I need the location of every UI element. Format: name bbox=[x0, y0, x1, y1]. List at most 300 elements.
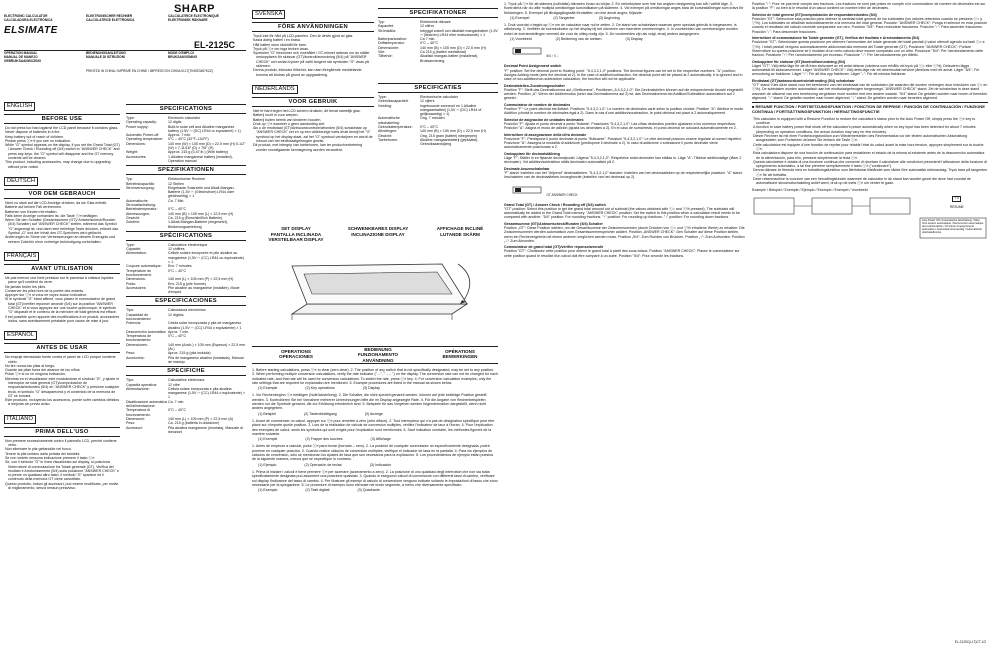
decimal-title-es: Selector de asignación de unidades decimales bbox=[504, 117, 584, 122]
ops-label: (1) Beispiel bbox=[258, 411, 276, 416]
gt-text-en: "GT" position: Select this position to get the grand total amount out of subtotal (the values obtained with ⓒ= and ⓒ% pressed). The subtotals will automatically be added to the Grand Total memory. "ANSWER CHECK" position: Set the switch to this position when a calculation result needs to be compared with another. "5/4" position: For rounding fractions. "↑" position: For rounding up fractions. "↓" position: For rounding down fractions. bbox=[504, 206, 740, 220]
section-head-specifications-sv: SPECIFIKATIONER bbox=[378, 8, 498, 18]
spec-row bbox=[126, 313, 246, 322]
list-item: Keep battery out of reach of children. bbox=[5, 134, 64, 139]
list-item: Il est possible qu'en apporte des modifications à ce produit, accessoires inclus, sans avertissement préalable pour cause de mise à jour. bbox=[5, 314, 120, 323]
model-logo: ELSIMATE bbox=[4, 25, 58, 36]
ops-head-3: OPÉRATIONS BEWERKINGEN bbox=[442, 349, 478, 360]
spec-key: Potencia: bbox=[126, 321, 141, 326]
ops-text-es: 1. Antes de empezar a calcular, pulse ⓒ≡ para borrar (borrado – cero). 2. La posición de cualquier conmutador no específicamente designada, podrá ponerse en cualquier posición. 3. Cuando realice cálculos de conversión múltiples, verifique el indicador de tasa en la pantalla. 4. Para los ejemplos de cálculos de conversión, sólo se mencionan los ajustes de tasa que son necesarios para la explicación. 5. Los procedimientos de ejemplo están puestos de la siguiente manera, menos que se especifique lo contrario. bbox=[252, 444, 494, 462]
spec-value: Calculatrice électronique bbox=[168, 242, 208, 247]
list-item: Mientras en el visualizador esté mostrándose el símbolo "G", y ajuste el interruptor de total general (GT)/comprobación de respuesta/redondeo (5/4) en "ANSWER CHECK" y presione cualquier tecla, el símbolo "G" desaparecerá y el contenido de la memoria de GT se borrará. bbox=[5, 376, 120, 398]
spec-row bbox=[126, 408, 246, 417]
gt-title-en: Grand Total (GT) / Answer Check / Rounding off (5/4) switch bbox=[504, 202, 606, 207]
spec-value: 0°C – 40°C bbox=[168, 334, 187, 339]
ops-labels-en bbox=[252, 386, 498, 390]
spec-value: 0°C – 40°C (32°F–104°F) bbox=[168, 137, 209, 142]
section-head-specifications-es: ESPECIFICACIONES bbox=[126, 296, 246, 306]
spec-key: Dimensiones: bbox=[126, 342, 148, 347]
footer-code: EL-2125C(LLT)CT-1/2 bbox=[954, 640, 986, 645]
spec-key: Gewicht: bbox=[378, 133, 392, 138]
spec-key: Operating temperature: bbox=[126, 137, 164, 142]
ops-labels-it bbox=[252, 488, 498, 492]
spec-key: Peso: bbox=[126, 421, 136, 426]
spec-key: Gewicht: bbox=[126, 215, 140, 220]
spec-key: Dimensioni: bbox=[126, 416, 145, 421]
spec-row bbox=[126, 269, 246, 278]
position-lines: Position "↑": Pour ne pas tenir compte des fractions. Les fractions ne sont pas prises en compte si le commutateur de nombre de décimales est sur la position "F"; ou bien si le résultat d'un calcul contient un nombre infini de décimales. bbox=[752, 2, 986, 11]
spec-key: Toebehoren: bbox=[378, 137, 398, 142]
list-item: Pulse ⓒ≡ si no ve ninguna indicación. bbox=[5, 372, 66, 377]
spec-value: Eingebaute Solarzelle und Alkali-Mangan-Batterie (1,5V ⎓ (Gleichstrom) LR44 oder gleichwertig) × 1 bbox=[168, 185, 235, 199]
ops-label: (3) Display bbox=[362, 386, 380, 391]
list-item: Conserver les piles hors de la portée des enfants. bbox=[5, 288, 85, 293]
ops-label: (2) Operación de teclas bbox=[304, 462, 342, 467]
spec-value: 140 mm (B) × 105 mm (D) × 22,5 mm (H) bbox=[420, 129, 486, 134]
list-item: Kasta aldrig batteri i en brasa. bbox=[253, 38, 301, 43]
spec-value: Ca 215 g (batteri medräknat) bbox=[420, 50, 466, 55]
gt-text-it: Posizione "GT": Selezionare questa posizione per ottenere l'ammontare del totale generale dei totali parziali (i valori ottenuti agendo sui tasti ⓒ= e ⓒ%). I totali parziali vengono automaticamente addizionati alla memoria del Totale generale (GT). Posizione "ANSWER CHECK": Portare l'interruttore su questa posizione se il risultato di un certo calcolo deve essere comparato con un altro. Posizione "5/4": Per l'arrotondamento delle frazioni. Posizione "↑": Per l'arrotondamento per eccesso. Posizione "↓": Per l'arrotondamento per difetto. bbox=[752, 40, 985, 58]
spec-value: Ingebouwde zonnecel en 1 Alkaline mangaanbatterij (1,5V ⎓ (DC) LR44 of gelijkwaardig) × 1) bbox=[420, 103, 482, 117]
section-head-before-use-de: VOR DEM GEBRAUCH bbox=[4, 189, 120, 199]
spec-key: Capacité: bbox=[126, 247, 142, 252]
spec-key: Automatische uitschakeling: bbox=[378, 116, 400, 125]
list-item: Esta calculadora dispone de una función de continuación para restablecer el estado de la misma al existente antes de la desconexión automática de la alimentación, para ello, presione simplemente la tecla ⓒ≡. bbox=[753, 151, 985, 160]
list-item: Niet te hard tegen het LCD scherm drukken, dit bevat namelijk glas. bbox=[253, 108, 361, 113]
list-item: Symbolen "G" försvinner och innehållet i GT-minnet raderas om du ställer omkopplaren för slutsvar (GT)/kontroll/avrundning (5/4) på "ANSWER CHECK" och sedan trycker på valfri tangent när symbolen "G" visas på skärmen. bbox=[253, 51, 370, 69]
spec-value: Calcolatrice elettronica bbox=[168, 378, 205, 383]
lang-tag-espanol: ESPAÑOL bbox=[4, 331, 37, 340]
decimal-title-fr: Commutateur de nombre de décimales bbox=[504, 102, 571, 107]
spec-key: Peso: bbox=[126, 351, 136, 356]
spec-key: Strömkälla: bbox=[378, 28, 396, 33]
printed-in: PRINTED IN CHINA / IMPRIMÉ EN CHINE / IMPRESO EN CHINA 01LT(TINSE0487KZZ) bbox=[86, 69, 213, 73]
decimal-text-fr: Position "F": Le point décimal est flottant. Positions "5,4,3,2,1,0": Le nombre de décimales varie selon la position choisie. Position "A": Attribue le mode Addition (choisit le nombre de décimales égal à 2). Dans le cas d'une addition/soustraction, le point décimal est placé à 2 automatiquement. bbox=[504, 107, 744, 116]
list-nederlands bbox=[252, 109, 374, 152]
switch-label: 5/4 ↑ 0 ↓ bbox=[546, 54, 559, 59]
column-decimal-gt bbox=[504, 2, 746, 647]
column-resume bbox=[752, 2, 988, 647]
title-col1: ELECTRONIC CALCULATOR CALCULADORA ELECTRÓNICA bbox=[4, 14, 53, 22]
ops-label: (2) Tasti digitati bbox=[305, 488, 330, 493]
spec-value: Ca. 7 min. bbox=[168, 399, 185, 404]
manual-col3: MODE D'EMPLOI BRUKSANVISNING bbox=[168, 51, 198, 59]
spec-row bbox=[126, 186, 246, 199]
decimal-title-nl: Decimale-keuzeschakelaar bbox=[504, 166, 550, 171]
spec-key: Gebruikstemperatuur: bbox=[378, 125, 413, 130]
spec-value: Env. 215 g (pile fournie) bbox=[168, 281, 206, 286]
decimal-title-de: Dezimalstellen-Zuordnungsschalter bbox=[504, 83, 565, 88]
list-item: Do not press too hard against the LCD panel because it contains glass. bbox=[5, 126, 119, 130]
spec-key: Coupure automatique: bbox=[126, 264, 162, 269]
spec-value: 12 chiffres bbox=[168, 247, 185, 252]
auto-power-off-label: Auto Power Off / Automatische Abschaltung / Mise hors tension automatique / Déconnexion automatique de la alimentación / Funzione di spegnimento automatico / Automatisk strömavslag / Automatische uitschakelfunctie bbox=[922, 218, 984, 235]
decimal-text-en: "F" position: Set the decimal point to 'floating point'. "5,4,3,2,1,0" positions: The decimal figures can be set to the respective numbers. "A" position: Assigns Adding mode (sets the decimal at 2). In the case of addition/subtraction, the decimal point will be placed at 2 automatically. It is ignored and in case of non-addition/non-subtraction calculation, the function will not be applicable. bbox=[504, 68, 743, 82]
ops-label: (1) Example bbox=[258, 386, 278, 391]
section-head-before-use-es: ANTES DE USAR bbox=[4, 343, 120, 353]
operations-text bbox=[252, 368, 498, 495]
resume-list bbox=[752, 117, 988, 186]
spec-key: Automatische Stromabschaltung: bbox=[126, 198, 156, 208]
spec-value: Pile alcaline au manganèse (installée), Mode d'emploi bbox=[168, 285, 240, 295]
list-svenska bbox=[252, 34, 374, 77]
ops-head-2: BEDIENUNG FUNZIONAMENTO ANVÄNDNING bbox=[357, 347, 399, 363]
spec-table-fr bbox=[126, 243, 246, 295]
gt-text-de: Position „GT": Diese Position wählen, um die Gesamtsumme der Zwischensummen (durch Drücken von ⓒ= und ⓒ% erhaltene Werte) zu erhalten. Die Zwischensummen werden automatisch zum Gesamtsummenspeicher addiert. Position „ANSWER CHECK": Den Schalter auf diese Position stellen, wenn ein Rechenergebnis mit einem anderen verglichen werden muss. Position „5/4": Zum Runden von Brüchen. Position „↑": Zum Aufrunden. Position „↓": Zum Abrunden. bbox=[504, 225, 745, 243]
spec-key: Operating capacity: bbox=[126, 120, 157, 125]
spec-value: Aprox. 7 min. bbox=[168, 329, 190, 334]
list-item: Ne pas exercer une forte pression sur le panneau à cristaux liquides parce qu'il contient du verre. bbox=[5, 275, 114, 285]
list-italiano bbox=[4, 439, 120, 491]
spec-value: 12 Stellen bbox=[168, 181, 184, 186]
spec-value: 0°C – 40°C bbox=[168, 408, 187, 413]
spec-row bbox=[378, 116, 498, 125]
title-col2: ELEKTRONISCHER RECHNER CALCOLATRICE ELETTRONICA bbox=[86, 14, 135, 22]
spec-key: Abmessungen: bbox=[126, 211, 150, 216]
spec-value: Electronic calculator bbox=[168, 116, 201, 120]
spec-value: 0°C – 40°C bbox=[420, 125, 439, 130]
selector-gt-text-es: Posición "GT": Seleccione esta posición para obtener la cantidad total general de los subtotales (los valores obtenidos cuando se presiona ⓒ= y ⓒ%). Los subtotales se añadirán automáticamente a la memoria del total general. Posición "ANSWER CHECK": Ponga el selector en esta posición cuando el resultado del cálculo necesite compararse con otro. Posición "5/4": Para redondear fracciones. Posición "↑": Para ascender fracciones. Posición "↓": Para descender fracciones. bbox=[752, 16, 988, 34]
list-item: Dieser Rechner ist mit einer Fortsetzungsfunktion zum Wiederherstellen des Rechnerstatus vor der letzten automatischen Abschaltung ausgestattet; zum Fortsetzen drücken Sie einfach die Taste ⓒ≡. bbox=[753, 134, 968, 143]
spec-value: Calculadora electrónica bbox=[168, 308, 206, 313]
decimal-text-it: Posizione "F": Predispone il punto decimale al punto "fluttuante". Posizioni "5,4,3,2,1,0": Le cifre decimali possono essere regolate ai numeri rispettivi. Posizione "A": Assegna la modalità di addizione (predispone il decimale a 2). In caso di addizione o sottrazione il punto decimale viene automaticamente posizionato a 2. bbox=[504, 136, 742, 150]
ops-label: (3) Display bbox=[625, 37, 643, 42]
tilt-display-diagram bbox=[252, 222, 498, 338]
spec-key: Driftstemperatur: bbox=[378, 41, 405, 46]
list-item: Tenere la pila lontano dalla portata dei bambini. bbox=[5, 451, 81, 456]
spec-value: Ong. 215 gram (batterij inbegrepen) bbox=[420, 133, 478, 138]
spec-key: Tipo: bbox=[126, 378, 134, 383]
spec-value: Ca. 7 Min. bbox=[168, 198, 185, 203]
list-item: Cette calculatrice est équipée d'une fonction de reprise pour rétablir l'état du calcul avant la mise hors tension, appuyez simplement sur la touche ⓒ≡. bbox=[753, 142, 984, 151]
list-item: Håll batteri utom räckhåll för barn. bbox=[253, 42, 307, 47]
spec-key: Disattivazione automatica dell'alimentazione: bbox=[126, 399, 167, 409]
spec-key: Type: bbox=[378, 94, 387, 99]
list-item: Se, con il simbolo "G" in linea visualizzato sul display, si posiziona l'interruttore di commutazione fra Totale generale (GT), Verifica del risultato e Arrotondamento (5/4) sulla posizione "ANSWER CHECK" e si preme un qualsiasi altro tasto, il simbolo "G" sparisce ed il contenuto della memoria GT viene cancellato. bbox=[5, 460, 120, 482]
spec-table-nl bbox=[378, 95, 498, 147]
ops-label: (2) Frappe des touches bbox=[305, 437, 343, 442]
list-item: This product, including accessories, may change due to upgrading without prior notice. bbox=[5, 160, 111, 169]
list-item: While "G" symbol appears on the display, if you set the Grand Total (GT) / Answer Check / Rounding off (5/4) switch to "ANSWER CHECK" and press any keys, the "G" symbol will disappear and the GT memory contents will be cleared. bbox=[5, 143, 120, 161]
example-line: Example / Beispiel / Exemple / Ejemplo / Esempio / Exempel / Voorbeeld bbox=[752, 187, 868, 192]
spec-value: Approx. 7 min. bbox=[168, 133, 192, 138]
ops-labels-de bbox=[252, 412, 498, 416]
spec-value: Pila de manganeso alcalino (instalada), Manual de manejo bbox=[168, 355, 244, 364]
spec-value: Env. 7 minutes bbox=[168, 264, 192, 269]
spec-row bbox=[126, 220, 246, 229]
list-item: Batterij nooit in vuur werpen. bbox=[253, 113, 299, 118]
ops-text-en: 1. Before starting calculations, press ⓒ≡ to clear (zero clear). 2. The position of any switch that is not specifically designated, may be set to any position. 3. When performing multiple conversion calculations, verify the rate indicator ("→", "→←") on the display. The conversion rate can not be changed for each indicated rate, and that rate will be used for conversion calculations. To switch the rate, press ⓒ≡ key. 4. For conversion calculation examples, only the rate settings that are required for explanation are mentioned. 5. Example procedures are listed in the manual as shown below. bbox=[252, 368, 498, 385]
spec-key: Stromversorgung: bbox=[126, 185, 155, 190]
spec-key: Capacità operativa: bbox=[126, 382, 157, 387]
spec-row bbox=[378, 104, 498, 117]
spec-value: Inbyggd solcell och alkaliskt manganbatteri (1,5V ⎓ (likström) LR44 eller motsvarande) × 1 bbox=[420, 28, 498, 37]
list-item: Guarde las pilas fuera del alcance de los niños. bbox=[5, 368, 81, 373]
instructions-sv: 1. Tryck på ⓒ≡ för att stämma (nollställa) räknaren innan du börjar. 2. En strömbrytare som inte har angiven designering kan stå i valfritt läge. 3. Kontrollera när du utför multipla omräkningar kursindikatorn på skärmen. 4. Vid exempel på omräkningar anges bara de kursinställningar som krävs för förklaringen. 5. Exempel på tillvägagångssätt förutsätter, om inte annat anges, följande: bbox=[504, 2, 744, 15]
spec-value: Cellule solaire incorporée et pile alcaline au manganèse (1,5V ⎓ (CC) LR44 ou équivalente) × 1 bbox=[168, 251, 244, 265]
list-item: Druk op ⓒ≡ wanneer u geen aanduiding ziet. bbox=[253, 121, 326, 126]
spec-key: Tipo: bbox=[126, 308, 134, 313]
spec-value: 12 siffror bbox=[420, 24, 434, 29]
spec-value: 0°C – 40°C bbox=[168, 268, 187, 273]
resume-title: ■ RESUME FUNCTION / FORTSETZUNGSFUNKTION / FONCTION DE REPRISE / FUNCIÓN DE CONTINUACIÓN / FUNZIONE CONTINUA / FORTSÄTTNINGSFUNKTION / HERVATTINGSFUNCTIE bbox=[752, 104, 985, 115]
spec-value: Ong. 7 minuten bbox=[420, 116, 445, 121]
brand-logo: SHARP bbox=[174, 3, 216, 15]
list-item: Wenn Sie den Schalter (Gesamtsumme (GT)/ Antwortscheck/Runden (5/4) Schalter) auf "ANSWER CHECK" stellen, während das Symbol "G" angezeigt ist, und dann eine beliebige Taste drücken, erlischt das Symbol „G" und der Inhalt des GT-Speichers wird gelöscht. bbox=[5, 218, 119, 236]
spec-key: Accessoires: bbox=[126, 285, 147, 290]
spec-row bbox=[378, 29, 498, 38]
ops-label: (3) Affichage bbox=[370, 437, 391, 442]
ops-label: (1) Exemple bbox=[258, 437, 278, 442]
list-item: Non premere eccessivamente contro il pannello LCD, perché contiene vetro. bbox=[5, 438, 117, 448]
gt-text-nl: "GT" stand: Kies deze stand voor het berekenen van het eindtotaal van de subtotalen (de waarden die worden verkregen door indrukken van ⓒ= en ⓒ%). De subtotalen worden automatisch aan het eindtotaalgeheugen toegevoegd. "ANSWER CHECK" stand: Zet de schakelaar in deze stand wanneer de uitkomst van een berekening vergeleken moet worden met een andere waarde. "5/4" stand: De getallen worden naar boven of beneden afgerond. "↑" stand: De getallen worden naar boven afgerond. "↓" stand: De getallen worden naar beneden afgerond. bbox=[752, 83, 988, 100]
list-item: Questa calcolatrice è dotata di una funzione continua che consente di riportare il calcolatore alle condizioni precedenti l'attivazione della funzione di spegnimento automatico, a tal fine premere semplicemente il tasto ⓒ≡ ("continuare"). bbox=[753, 159, 988, 169]
ops-label: (2) Bediening van de toetsen bbox=[555, 37, 602, 42]
spec-key: Power supply: bbox=[126, 124, 149, 129]
list-item: No empuje demasiado fuerte contra el panel de LCD porque contiene vidrio. bbox=[5, 355, 116, 364]
gt-title-nl: Eindtotaal (GT)/antwoordcontrole/afronding (5/4) schakelaar bbox=[752, 78, 855, 83]
section-head-before-use-fr: AVANT UTILISATION bbox=[4, 264, 120, 274]
spec-key: Dimensioner: bbox=[378, 45, 400, 50]
lang-tag-italiano: ITALIANO bbox=[4, 415, 36, 424]
lang-tag-nederlands: NEDERLANDS bbox=[252, 85, 298, 94]
spec-key: Dimensions: bbox=[126, 277, 146, 282]
list-item: No tire nunca las pilas al fuego. bbox=[5, 363, 56, 368]
spec-key: Temperatura di funzionamento: bbox=[126, 408, 151, 417]
list-deutsch bbox=[4, 201, 120, 244]
gt-title-it: Interruttore di commutazione fra Totale generale (GT), Verifica del risultato e Arrotondamento (5/4) bbox=[752, 36, 920, 41]
column-swedish-dutch-operations bbox=[252, 2, 498, 647]
spec-row bbox=[126, 251, 246, 264]
title-col3: CALCULATRICE ÉLECTRONIQUE ELEKTRONISK RÄKNARE bbox=[168, 14, 219, 22]
spec-key: Capacidad de funcionamiento: bbox=[126, 312, 152, 321]
list-item: Si le symbole "G" étant affiché, vous placez le commutateur de grand total (GT)/vérifier réponse/ arrondir (5/4) sur la position "ANSWER CHECK" et si vous appuyez sur une touche quelconque, le symbole "G" disparaît et le contenu de la mémoire de total général est effacé. bbox=[5, 297, 117, 315]
spec-value: 1 Alkali-Mangan-Batterie (eingesetzt), Bedienungsanleitung bbox=[168, 220, 228, 229]
spec-key: Alimentation: bbox=[126, 251, 147, 256]
ops-label: (3) Indicación bbox=[369, 462, 392, 467]
section-head-specifications-fr: SPÉCIFICATIONS bbox=[126, 231, 246, 241]
section-head-before-use-it: PRIMA DELL'USO bbox=[4, 427, 120, 437]
spec-value: Ca 7 min. bbox=[420, 37, 436, 42]
spec-value: Approx. 215 g (0.47 lb.) (With battery) bbox=[168, 150, 229, 155]
spec-key: Accesorios: bbox=[126, 355, 145, 360]
spec-key: Voeding: bbox=[378, 103, 392, 108]
list-item: Never dispose of batteries in a fire. bbox=[5, 130, 61, 135]
spec-key: Betriebstemperatur: bbox=[126, 207, 158, 212]
spec-value: Elektronischer Rechner bbox=[168, 177, 206, 182]
spec-key: Vikt: bbox=[378, 50, 385, 55]
section-head-specifications-it: SPECIFICHE bbox=[126, 366, 246, 376]
spec-value: 140 mm (B) × 105 mm (L) × 22,5 mm (H) bbox=[168, 211, 234, 216]
spec-value: Electronische calculator bbox=[420, 94, 458, 99]
spec-key: Typ: bbox=[126, 177, 133, 182]
spec-value: 140 mm (B) × 105 mm (D) × 22,5 mm (H) bbox=[420, 45, 486, 50]
spec-value: Built-in solar cell and Alkaline manganese battery (1.5V ⎓ (DC) LR44 or equivalent) × 1) bbox=[168, 124, 241, 133]
spec-key: Type: bbox=[126, 116, 135, 120]
spec-value: Célula solar incorporada y pila de manganeso alcalino (1,5V ⎓ (CC) LR44 o equivalente) × 1 bbox=[168, 321, 242, 330]
ops-label: (2) Key operations bbox=[305, 386, 335, 391]
list-item: Se non vedete nessuna indicazione premere il tasto ⓒ≡. bbox=[5, 455, 96, 460]
spec-key: Automatic Power-off: bbox=[126, 133, 160, 138]
spec-key: Batteriparkulation: bbox=[378, 37, 407, 42]
spec-value: Cellula solare incorporata e pila alcalina manganese (1,5V ⎓ (CC) LR44 o equivalente) × 1 bbox=[168, 386, 246, 400]
list-item: Denna produkt, inklusive tillbehör, kan utan föregående meddelande komma att ändras på grund av uppgradering. bbox=[253, 68, 362, 77]
column-before-use bbox=[4, 94, 120, 646]
operations-header bbox=[252, 346, 498, 364]
list-item: Falls keine Anzeige vorhanden ist, die Taste ⓒ≡ betätigen. bbox=[5, 213, 99, 218]
slide-switch-icon bbox=[512, 184, 542, 196]
spec-value: Ca. 215 g (Einschließlich Batterie) bbox=[168, 215, 223, 220]
resume-caption: RESUME bbox=[950, 204, 964, 209]
list-francais bbox=[4, 276, 120, 323]
spec-row bbox=[378, 54, 498, 63]
lang-tag-english: ENGLISH bbox=[4, 102, 35, 111]
decimal-switch-illustration bbox=[512, 44, 746, 62]
section-head-specifications-de: SPEZIFIKATIONEN bbox=[126, 165, 246, 175]
calculator-tilt-illustration bbox=[252, 244, 498, 334]
diagram-label-set-display: SET DISPLAY PANTALLA INCLINADA VERSTELBAAR DISPLAY bbox=[268, 226, 324, 243]
spec-row bbox=[126, 321, 246, 330]
spec-value: 12 digits bbox=[168, 120, 182, 125]
ops-text-it: 1. Prima di iniziare i calcoli è bene premere ⓒ≡ per azzerare (azzeramento a zero). 2. La posizione di uno qualsiasi degli interruttori che non sia stata specificatamente designata può assumere una posizione qualsiasi. 3. Quando si eseguono calcoli di conversione con differenti tassi di cambio, verificare sul display l'indicatore del tasso di cambio. 4. Per illustrare gli esempi di calcolo di conversione vengono indicate soltanto le impostazioni di tasso che sono necessarie per la spiegazione. 5. Le procedure di esempio sono elencate nel modo seguente, a meno che diversamente specificato. bbox=[252, 469, 498, 487]
ops-label: (3) Quadrante bbox=[357, 488, 380, 493]
list-item: Batterie auf keinen Fall verbrennen. bbox=[5, 205, 62, 210]
section-head-before-use-en: BEFORE USE bbox=[4, 114, 120, 124]
spec-value: Alkaliskt mangan-batteri (installerat), Bruksanvisning bbox=[420, 54, 479, 63]
spec-row bbox=[126, 400, 246, 409]
spec-value: 12 cijfers bbox=[420, 99, 435, 104]
ops-text-fr: 1. Avant de commencer un calcul, appuyer sur ⓒ≡ pour remettre à zéro (zéro effacé). 2. Tout interrupteur qui n'a pas de désignation spécifique peut être placé sur n'importe quelle position. 3. Lors de la réalisation de calculs de conversion multiples, vérifiez l'indicateur de taux à l'écran. 4. Pour l'explication des exemples de calcul, seuls les symboles qui sont exigés pour l'explication sont mentionnés. 5. Sauf indication contraire, les méthodes figurent de la manière suivante. bbox=[252, 418, 495, 436]
spec-value: Elektronisk räknare bbox=[420, 20, 451, 24]
spec-key: Typ: bbox=[378, 20, 385, 24]
decimal-text-nl: "F" stand: Instellen van het "drijvend" decimaalteken. "5,4,3,2,1,0" standen: Instellen van het decimaalteken op de respectievelijke plaatsen. "A" stand: Inschakelen van de decimaalteken-invoegfunctie (instellen van het decimaal op 2). bbox=[504, 170, 743, 180]
decimal-text-es: Posición "F": Ajusta el punto decimal a punto 'flotante'. Posiciones "5,4,3,2,1,0": Las cifras decimales pueden ajustarse a los números respectivos. Posición "A": Asigna el modo de adición (ajusta los decimales a 2). En el caso de suma/resta, el punto decimal se colocará automáticamente en 2. bbox=[504, 121, 737, 131]
spec-value: 0°C – 40°C bbox=[420, 41, 439, 46]
decimal-title-it: Interruttore di assegnazione della cifra decimale bbox=[504, 132, 587, 137]
list-item: Deze rekenmachine is voorzien van een hervattingsfunctie waarmee de calculator in de stand kan worden gezet die deze had voordat de automatische stroomuitschakeling actief werd; druk op de toets ⓒ≡ om verder te gaan. bbox=[753, 176, 971, 186]
lang-tag-deutsch: DEUTSCH bbox=[4, 177, 38, 186]
section-head-specifications-nl: SPECIFICATIES bbox=[378, 83, 498, 93]
ops-labels-fr bbox=[252, 437, 498, 441]
list-item: Nicht zu stark auf die LCD Anzeige drücken, da sie Glas enthält. bbox=[5, 200, 108, 205]
spec-table-de bbox=[126, 177, 246, 229]
spec-value: 0°C – 40°C bbox=[168, 207, 187, 212]
selector-gt-title-es: Selector de total general (GT)/comprobación de respuesta/redondeo (5/4) bbox=[752, 12, 877, 17]
spec-key: Type: bbox=[126, 242, 135, 247]
spec-key: Kapacitet: bbox=[378, 24, 394, 29]
list-english bbox=[4, 126, 120, 169]
list-item: Questo prodotto, inclusi gli accessori, può essere modificato, per motivi di miglioramento, senza nessun preavviso. bbox=[5, 481, 119, 491]
list-item: Batterien von Kindern fernhalten. bbox=[5, 209, 58, 214]
spec-key: Poids: bbox=[126, 281, 136, 286]
list-item: Ne jamais brûler les piles. bbox=[5, 284, 47, 289]
ops-label: (3) Anzeige bbox=[364, 411, 383, 416]
diagram-label-schwenkbares: SCHWENKBARES DISPLAY INCLINAZIONE DISPLAY bbox=[347, 226, 409, 237]
list-item: Non eliminare le pile gettandole nel fuoco. bbox=[5, 447, 72, 452]
gt-text-fr: Position "GT": Choisissez cette position pour obtenir le grand total à partir des sous-totaux. Position "ANSWER CHECK": Placez le commutateur sur cette position quand le résultat d'un calcul doit être comparé à un autre. Position "5/4": Pour arrondir les fractions. bbox=[504, 249, 740, 258]
spec-key: Tillbehör: bbox=[378, 54, 393, 59]
lang-tag-svenska: SVENSKA bbox=[252, 10, 285, 19]
spec-key: Zubehör: bbox=[126, 220, 141, 225]
spec-key: Accessories: bbox=[126, 154, 147, 159]
ops-label: (1) Voorbeeld bbox=[510, 37, 532, 42]
ops-label: (2) Tastenbetätigung bbox=[303, 411, 337, 416]
spec-row bbox=[126, 387, 246, 400]
spec-row bbox=[126, 334, 246, 343]
manual-col2: BEDIENUNGSANLEITUNG MANUALE DI ISTRUZIONI bbox=[86, 51, 126, 59]
spec-value: 140 mm (L) × 105 mm (P) × 22,5 mm (H) bbox=[168, 277, 234, 282]
spec-value: 140 mm (L) × 105 mm (P) × 22,5 mm (A) bbox=[168, 416, 234, 421]
spec-table-es bbox=[126, 308, 246, 364]
spec-row bbox=[378, 138, 498, 147]
spec-block-sv-nl bbox=[378, 2, 498, 147]
spec-row bbox=[126, 286, 246, 295]
section-head-specifications-en: SPECIFICATIONS bbox=[126, 104, 246, 114]
ops-label: (1) Exempel bbox=[510, 15, 530, 20]
spec-key: Temperatura de funcionamiento: bbox=[126, 334, 152, 343]
resume-example-box bbox=[752, 194, 988, 240]
spec-key: Desconexión automática: bbox=[126, 329, 167, 334]
section-head-before-use-nl: VOOR GEBRUIK bbox=[252, 97, 374, 107]
decimal-title-en: Decimal Point Assignment switch bbox=[504, 64, 562, 69]
diagram-label-affichage: AFFICHAGE INCLINÉ LUTANDE SKÄRM bbox=[436, 226, 484, 237]
ops-label: (3) Angivning bbox=[598, 15, 620, 20]
spec-value: Pila alcalina manganese (montata), Manuale di istruzioni bbox=[168, 425, 243, 434]
spec-row bbox=[126, 199, 246, 208]
gt-title-sv: Omkopplare för slutsvar (GT)/kontroll/avrundning (5/4) bbox=[752, 59, 846, 64]
spec-value: 12 cifre bbox=[168, 382, 180, 387]
spec-key: Gebruikscapaciteit: bbox=[378, 99, 409, 104]
spec-key: Alimentazione: bbox=[126, 386, 150, 391]
spec-table-it bbox=[126, 378, 246, 434]
manual-col1: OPERATION MANUAL MANUAL DE MANEJO GEBRUIKSAANWIJZING bbox=[4, 51, 42, 63]
list-item: Este producto, incluyendo los accesorios, puede sufrir cambios debidos a mejoras sin previo aviso. bbox=[5, 398, 120, 407]
gt-switch-illustration bbox=[512, 183, 746, 201]
lang-tag-francais: FRANÇAIS bbox=[4, 252, 39, 261]
labels-nl bbox=[504, 37, 746, 41]
list-item: Änderungen im Sinne von Verbesserungen an diesem Erzeugnis und seinem Zubehör ohne vorherige Ankündigung vorbehalten. bbox=[5, 235, 116, 244]
list-item: Dit product, met inbegrip van toebehoren, kan ter productverbetering zonder voorafgaande kennisgeving worden veranderd. bbox=[253, 143, 363, 152]
list-item: Als u de eindtotaal (GT)/Antwoordcontrole/afronden (5/4) schakelaar op "ANSWER CHECK" zet en op een willekeurige toets drukt terwijl het "G" symbool op het display staat, zal het "G" symbool verdwijnen en wordt de inhoud van het eindtotaalgeheugen gewist. bbox=[253, 126, 373, 144]
spec-key: Température de fonctionnement: bbox=[126, 268, 152, 277]
ops-text-de: 1. Vor Rechenbeginn ⓒ≡ betätigen (Nullrückstellung). 2. Die Schalter, die nicht speziell genannt werden, können auf jede beliebige Position gestellt werden. 3. Kontrollieren Sie bei Vornahme mehrerer Umrechnungen bitte die im Display angezeigte Rate. 4. Für die Angabe von Rechenbeispielen werden nur die Symbole genannt, die zur Erklärung erforderlich sind. 5. Beispiele für das Vorgehen werden folgendermaßen dargestellt, wenn nicht anders angegeben. bbox=[252, 393, 487, 411]
spec-table-sv bbox=[378, 20, 498, 63]
spec-key: Weight: bbox=[126, 150, 139, 155]
divider bbox=[752, 102, 988, 103]
model-number: EL-2125C bbox=[194, 40, 236, 50]
ops-label: (1) Ejemplo bbox=[258, 462, 277, 467]
gt-title-fr: Commutateur de grand total (GT)/vérifier réponse/arrondir bbox=[504, 245, 604, 250]
spec-value: 140 mm (Anch.) × 105 mm (Espesor) × 22,5 mm (Al.) bbox=[168, 342, 246, 352]
spec-value: 1 Alkaline manganese battery (installed), Operation manual bbox=[168, 154, 233, 163]
list-item: This calculator is equipped with a Resume Function to restore the calculator's status prior to the Auto Power Off, simply press the ⓒ≡ key to continue. bbox=[753, 116, 976, 126]
decimal-text-de: Position "F": Stellt das Dezimalkomma auf „Gleitkomma". Positionen „5,4,3,2,1,0": Die Dezimalstellen können auf die entsprechende Anzahl eingestellt werden. Position „A": Wenn der Addiermodus (setzt das Dezimalkomma auf 2) ist, das Dezimalkomma bei Addition/Subtraktion automatisch auf 2 gesetzt. bbox=[504, 87, 744, 101]
spec-key: Betriebskapazität: bbox=[126, 181, 155, 186]
spec-table-en bbox=[126, 116, 246, 163]
decimal-title-sv: Omkopplare för decimalställning bbox=[504, 151, 560, 156]
spec-value: Alkaline mangaanbatterij (geplaatst), Gebruiksaanwijzing bbox=[420, 137, 479, 147]
spec-key: Accessori: bbox=[126, 425, 143, 430]
decimal-text-sv: Läge "F": Ställer in en flytande decimalpunkt. Lägena "5,4,3,2,1,0": Respektive antal decimaler kan ställas in. Läge "A": Tilldelar additionsläge (låser 2 decimaler). Vid addition/subtraktion ställs decimalen automatiskt på 2. bbox=[504, 156, 742, 165]
spec-key: Afmetingen: bbox=[378, 129, 398, 134]
list-item: Tryck inte för hårt på LCD-panelen. Den är delvis gjord av glas. bbox=[253, 34, 354, 38]
gt-text-sv: Läget "GT": Välj detta läge för att få fram slutsvaret av ett antal delsvar (värdena som erhålls vid tryck på ⓒ= eller ⓒ%). Delsvaren läggs automatiskt till slutsvarsminnet. Läget "ANSWER CHECK": Välj detta läge när ett räneresultat behöver jämföras med ett annat. Läget "5/4": För avrundning av fraktioner. Läget "↑": För att öka upp fraktioner. Läget "↓": För att minska fraktioner. bbox=[752, 63, 980, 77]
ops-head-1: OPERATIONS OPERACIONES bbox=[279, 349, 313, 360]
labels-sv bbox=[504, 16, 746, 20]
header bbox=[4, 3, 246, 93]
slide-switch-icon bbox=[512, 45, 542, 57]
list-espanol bbox=[4, 355, 120, 407]
